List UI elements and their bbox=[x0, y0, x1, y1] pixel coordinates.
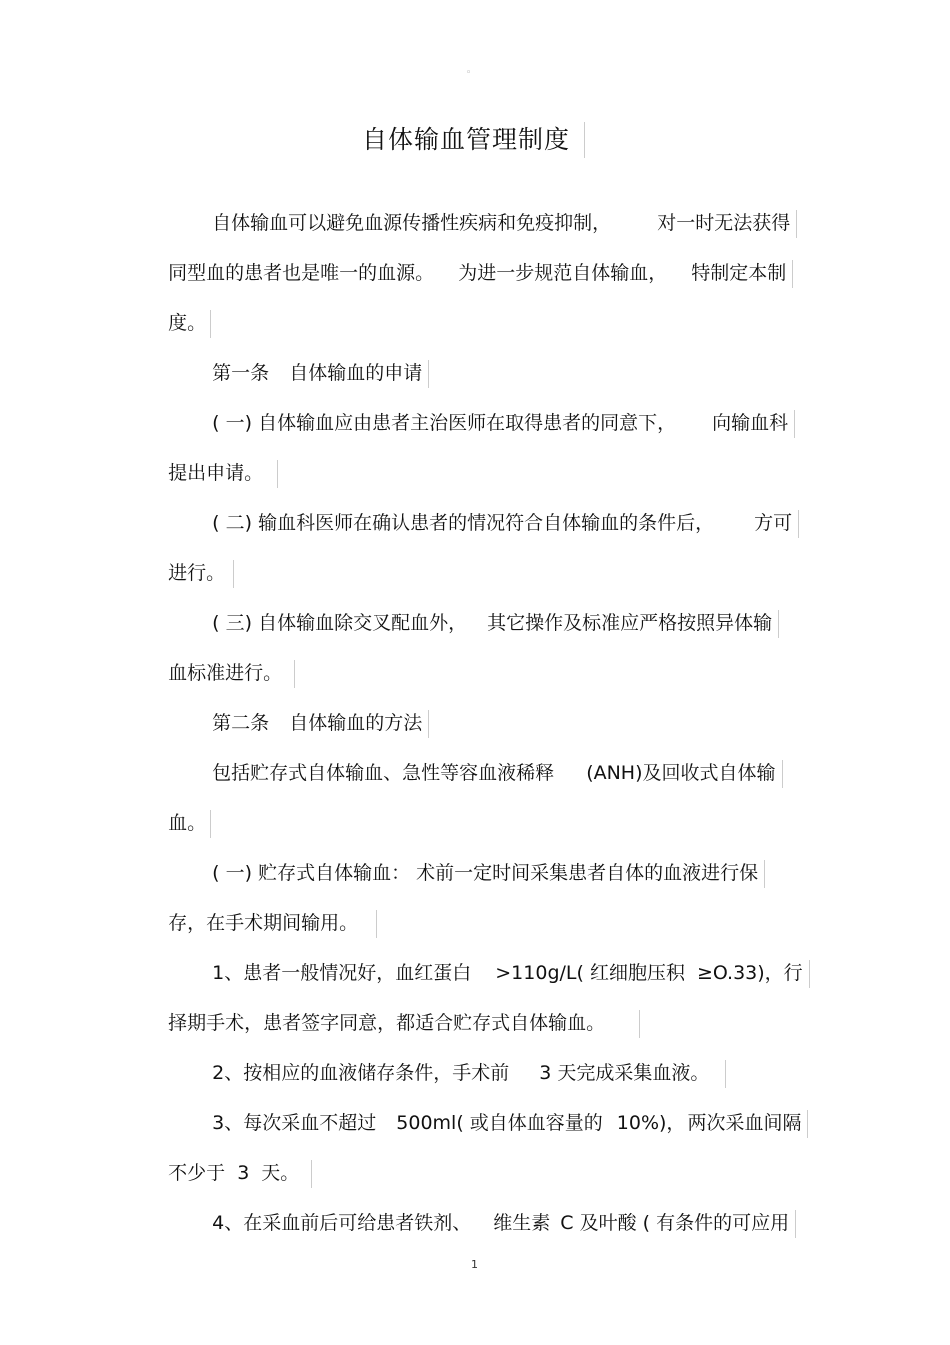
text-segment: 其它操作及标准应严格按照异体输 bbox=[487, 612, 773, 634]
text-segment: 存，在手术期间输用。 bbox=[168, 912, 359, 934]
text-segment: 两次采血间隔 bbox=[687, 1112, 802, 1134]
text-segment: 为进一步规范自体输血， bbox=[458, 262, 668, 284]
text-segment: 3、每次采血不超过 bbox=[212, 1112, 377, 1134]
text-segment: 提出申请。 bbox=[168, 462, 264, 484]
section-heading bbox=[188, 328, 429, 384]
text-segment: C 及叶酸 ( 有条件的可应用 bbox=[560, 1212, 790, 1234]
text-segment: 4、在采血前后可给患者铁剂、 bbox=[212, 1212, 472, 1234]
text-segment: 3 bbox=[237, 1162, 250, 1184]
section-heading bbox=[188, 678, 429, 734]
paragraph-line bbox=[188, 1178, 796, 1234]
paragraph-line bbox=[144, 528, 234, 584]
paragraph-line bbox=[188, 928, 810, 984]
text-segment: 1、患者一般情况好，血红蛋白 bbox=[212, 962, 472, 984]
text-segment: 自体输血可以避免血源传播性疾病和免疫抑制， bbox=[212, 212, 612, 234]
text-segment: 同型血的患者也是唯一的血源。 bbox=[168, 262, 435, 284]
paragraph-line bbox=[144, 878, 377, 934]
paragraph-line bbox=[144, 228, 793, 284]
paragraph-line bbox=[188, 578, 779, 634]
text-segment: 10%)， bbox=[616, 1112, 686, 1134]
paragraph-line bbox=[144, 778, 211, 834]
text-segment: ( 三) 自体输血除交叉配血外， bbox=[212, 612, 468, 634]
paragraph-line bbox=[188, 728, 783, 784]
page-number: 1 bbox=[471, 1258, 478, 1271]
text-segment: (ANH)及回收式自体输 bbox=[586, 762, 776, 784]
text-segment: 术前一定时间采集患者自体的血液进行保 bbox=[416, 862, 759, 884]
text-segment: 天。 bbox=[261, 1162, 300, 1184]
text-segment: ( 二) 输血科医师在确认患者的情况符合自体输血的条件后， bbox=[212, 512, 715, 534]
text-segment: 维生素 bbox=[493, 1212, 551, 1234]
document-title: 自体输血管理制度 bbox=[362, 122, 585, 158]
paragraph-line bbox=[144, 628, 295, 684]
text-segment: >110g/L( 红细胞压积 bbox=[495, 962, 685, 984]
text-segment: ( 一) 贮存式自体输血： bbox=[212, 862, 411, 884]
header-mark: ◦ bbox=[466, 68, 472, 78]
paragraph-line bbox=[144, 428, 278, 484]
paragraph-line bbox=[188, 178, 797, 234]
paragraph-line bbox=[188, 1028, 726, 1084]
text-segment: 方可 bbox=[754, 512, 793, 534]
text-segment: 血标准进行。 bbox=[168, 662, 283, 684]
text-segment: 对一时无法获得 bbox=[657, 212, 791, 234]
text-segment: 500ml( 或自体血容量的 bbox=[396, 1112, 603, 1134]
text-segment: 第一条 bbox=[212, 362, 270, 384]
paragraph-line bbox=[144, 1128, 312, 1184]
text-segment: 3 天完成采集血液。 bbox=[539, 1062, 710, 1084]
paragraph-line bbox=[188, 1078, 808, 1134]
paragraph-line bbox=[188, 378, 795, 434]
paragraph-line bbox=[144, 978, 640, 1034]
paragraph-line bbox=[188, 478, 799, 534]
text-segment: 不少于 bbox=[168, 1162, 226, 1184]
text-segment: 特制定本制 bbox=[691, 262, 787, 284]
text-segment: ( 一) 自体输血应由患者主治医师在取得患者的同意下， bbox=[212, 412, 677, 434]
paragraph-line bbox=[144, 278, 211, 334]
text-segment: 自体输血的方法 bbox=[289, 712, 423, 734]
paragraph-line bbox=[188, 828, 765, 884]
text-segment: 自体输血的申请 bbox=[289, 362, 423, 384]
text-segment: 择期手术，患者签字同意，都适合贮存式自体输血。 bbox=[168, 1012, 606, 1034]
text-segment: ≥O.33)，行 bbox=[696, 962, 803, 984]
text-segment: 进行。 bbox=[168, 562, 226, 584]
text-segment: 度。 bbox=[168, 312, 207, 334]
text-segment: 包括贮存式自体输血、急性等容血液稀释 bbox=[212, 762, 555, 784]
text-segment: 第二条 bbox=[212, 712, 270, 734]
text-segment: 2、按相应的血液储存条件，手术前 bbox=[212, 1062, 510, 1084]
text-segment: 血。 bbox=[168, 812, 207, 834]
text-segment: 向输血科 bbox=[712, 412, 789, 434]
